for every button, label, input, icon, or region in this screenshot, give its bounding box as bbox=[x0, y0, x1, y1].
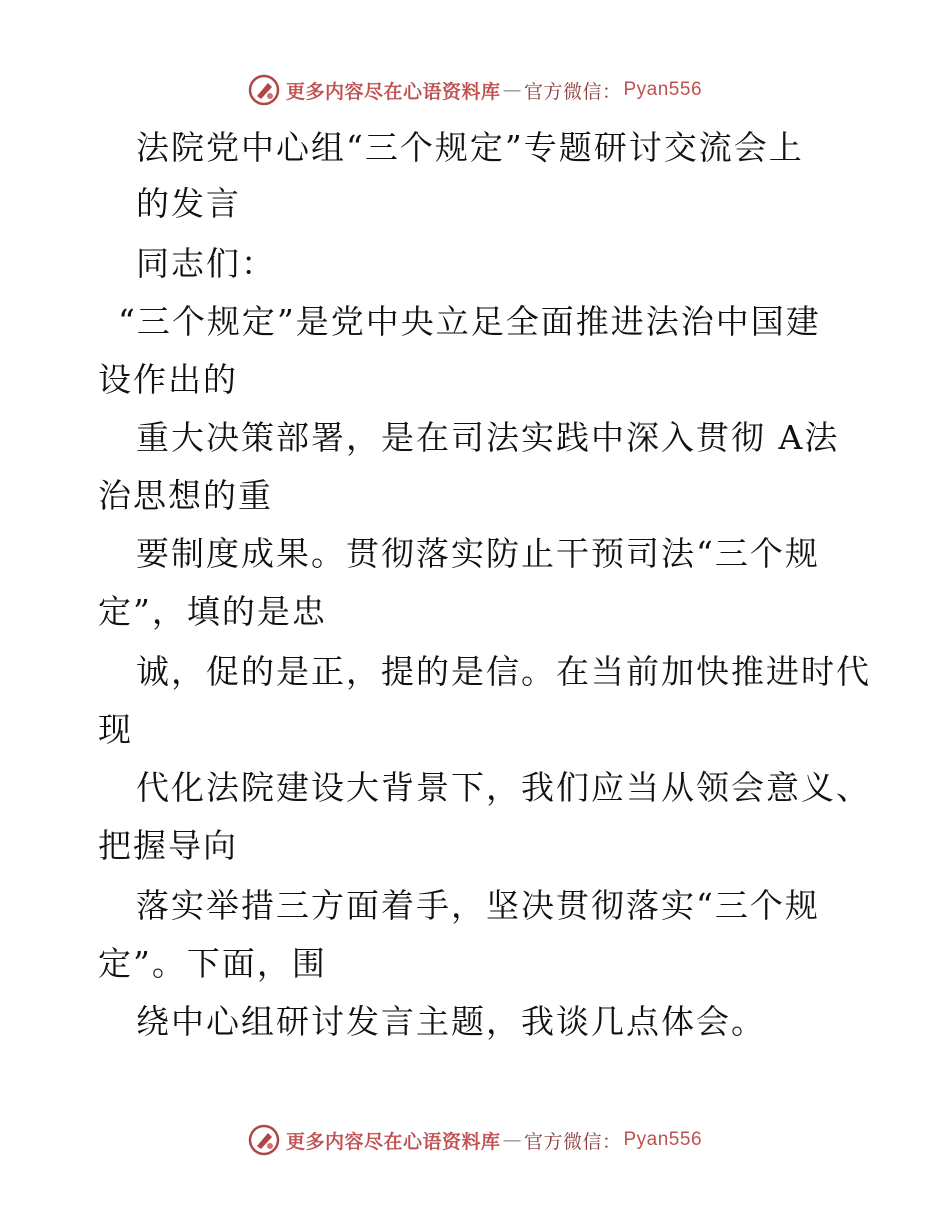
paragraph-line: 定”，填的是忠 bbox=[98, 592, 327, 631]
paragraph-line: 要制度成果。贯彻落实防止干预司法“三个规 bbox=[136, 534, 820, 573]
paragraph-line: 落实举措三方面着手，坚决贯彻落实“三个规 bbox=[136, 886, 820, 925]
paragraph-line: 治思想的重 bbox=[98, 476, 273, 515]
salutation: 同志们： bbox=[136, 244, 276, 283]
paragraph-line: 诚，促的是正，提的是信。在当前加快推进时代 bbox=[136, 652, 871, 691]
paragraph-line: 重大决策部署，是在司法实践中深入贯彻 A法 bbox=[136, 418, 840, 457]
paragraph-line: 设作出的 bbox=[98, 360, 238, 399]
brand-logo-icon bbox=[248, 74, 280, 106]
banner-wechat-label: 官方微信： bbox=[523, 1130, 622, 1153]
paragraph-line: 定”。下面，围 bbox=[98, 944, 327, 983]
banner-main-text: 更多内容尽在心语资料库 bbox=[285, 1130, 501, 1153]
title-line-2: 的发言 bbox=[136, 184, 241, 223]
footer-watermark-banner bbox=[0, 1120, 950, 1160]
paragraph-line: 现 bbox=[98, 710, 133, 749]
banner-separator: — bbox=[502, 79, 522, 101]
banner-wechat-id: Pyan556 bbox=[623, 1129, 703, 1150]
paragraph-line: 把握导向 bbox=[98, 826, 238, 865]
banner-wechat-label: 官方微信： bbox=[523, 80, 622, 103]
banner-wechat-id: Pyan556 bbox=[623, 79, 703, 100]
banner-main-text: 更多内容尽在心语资料库 bbox=[285, 80, 501, 103]
header-watermark-banner bbox=[0, 70, 950, 110]
banner-separator: — bbox=[502, 1129, 522, 1151]
brand-logo-icon bbox=[248, 1124, 280, 1156]
paragraph-line: 代化法院建设大背景下，我们应当从领会意义、 bbox=[136, 768, 871, 807]
paragraph-line: 绕中心组研讨发言主题，我谈几点体会。 bbox=[136, 1002, 766, 1041]
paragraph-line: “三个规定”是党中央立足全面推进法治中国建 bbox=[118, 302, 821, 341]
title-line-1: 法院党中心组“三个规定”专题研讨交流会上 bbox=[136, 128, 804, 167]
